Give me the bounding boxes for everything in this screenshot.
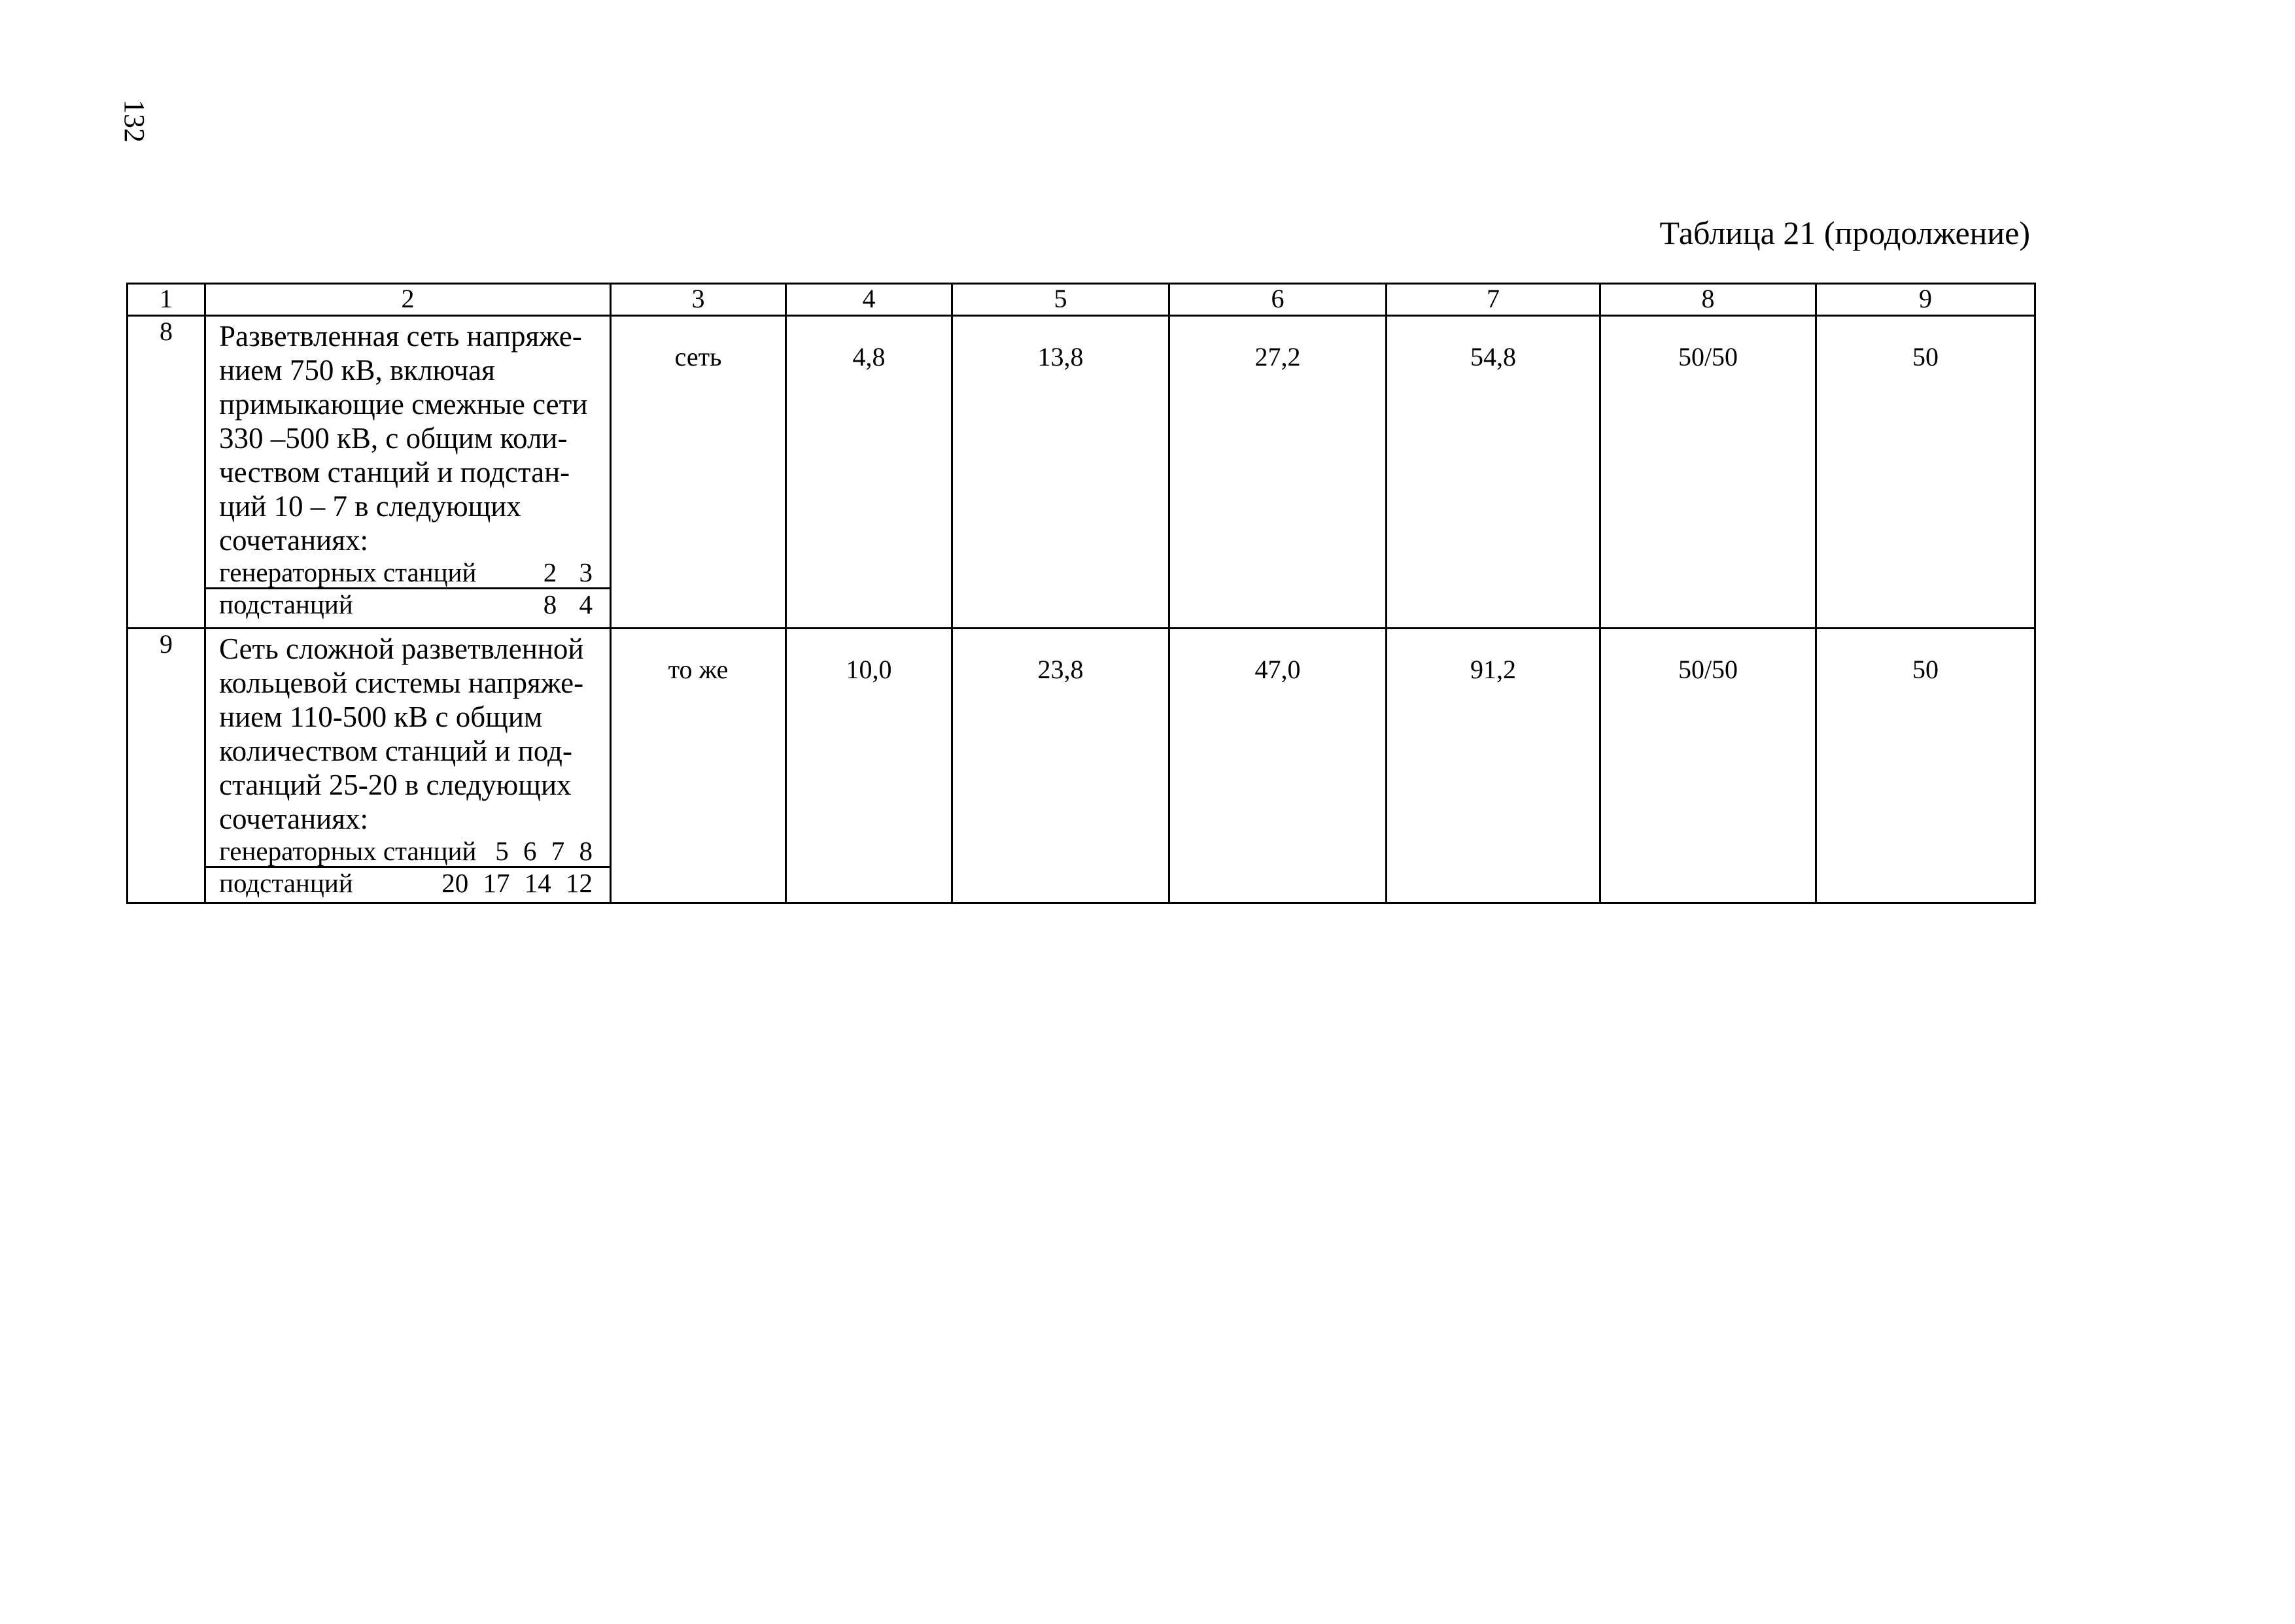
description-text <box>206 317 610 557</box>
cell-col4: 10,0 <box>786 629 952 903</box>
substations-line <box>206 589 610 619</box>
description-line: нием 110-500 кВ с общим <box>219 700 543 733</box>
substations-values <box>434 868 593 898</box>
row-number: 9 <box>128 629 205 903</box>
data-table <box>126 283 2036 904</box>
substations-label: подстанций <box>219 589 353 619</box>
table-header-row <box>128 284 2035 316</box>
generators-value: 2 <box>543 557 557 587</box>
description-line: ций 10 – 7 в следующих <box>219 490 521 523</box>
page-number: 132 <box>118 99 150 143</box>
substations-value: 4 <box>579 589 593 619</box>
cell-col4: 4,8 <box>786 316 952 629</box>
description-line: 330 –500 кВ, с общим коли- <box>219 422 568 455</box>
substations-values <box>528 589 593 619</box>
cell-object-type: то же <box>611 629 786 903</box>
generators-values <box>487 836 593 866</box>
substations-value: 8 <box>543 589 557 619</box>
generators-line <box>206 557 610 589</box>
header-cell: 2 <box>205 284 611 316</box>
cell-col8: 50/50 <box>1600 629 1816 903</box>
generators-value: 6 <box>523 836 537 866</box>
substations-value: 12 <box>566 868 593 898</box>
header-cell: 4 <box>786 284 952 316</box>
generators-value: 8 <box>579 836 593 866</box>
description-line: кольцевой системы напряже- <box>219 666 584 699</box>
header-cell: 8 <box>1600 284 1816 316</box>
cell-object-type: сеть <box>611 316 786 629</box>
generators-label: генераторных станций <box>219 557 477 587</box>
header-cell: 1 <box>128 284 205 316</box>
substations-value: 14 <box>524 868 551 898</box>
cell-col7: 54,8 <box>1387 316 1600 629</box>
cell-col5: 13,8 <box>952 316 1169 629</box>
table-row <box>128 629 2035 903</box>
table-caption: Таблица 21 (продолжение) <box>1659 215 2030 251</box>
generators-line <box>206 836 610 868</box>
description-line: станций 25-20 в следующих <box>219 769 572 801</box>
cell-col6: 47,0 <box>1169 629 1387 903</box>
cell-col7: 91,2 <box>1387 629 1600 903</box>
generators-value: 5 <box>495 836 509 866</box>
row-description <box>205 629 611 903</box>
header-cell: 7 <box>1387 284 1600 316</box>
header-cell: 9 <box>1816 284 2035 316</box>
substations-label: подстанций <box>219 868 353 898</box>
header-cell: 3 <box>611 284 786 316</box>
cell-col5: 23,8 <box>952 629 1169 903</box>
description-text <box>206 629 610 836</box>
description-line: чеством станций и подстан- <box>219 456 570 489</box>
row-description <box>205 316 611 629</box>
header-cell: 5 <box>952 284 1169 316</box>
generators-values <box>528 557 593 587</box>
generators-label: генераторных станций <box>219 836 477 866</box>
description-line: Сеть сложной разветвленной <box>219 632 584 665</box>
row-number: 8 <box>128 316 205 629</box>
substations-value: 17 <box>483 868 510 898</box>
generators-value: 7 <box>551 836 565 866</box>
table-row <box>128 316 2035 629</box>
cell-col9: 50 <box>1816 316 2035 629</box>
header-cell: 6 <box>1169 284 1387 316</box>
generators-value: 3 <box>579 557 593 587</box>
cell-col9: 50 <box>1816 629 2035 903</box>
cell-col8: 50/50 <box>1600 316 1816 629</box>
description-line: Разветвленная сеть напряже- <box>219 320 582 353</box>
description-line: примыкающие смежные сети <box>219 388 588 421</box>
description-line: сочетаниях: <box>219 524 368 557</box>
substations-line <box>206 868 610 898</box>
description-line: нием 750 кВ, включая <box>219 354 495 387</box>
cell-col6: 27,2 <box>1169 316 1387 629</box>
substations-value: 20 <box>441 868 469 898</box>
description-line: количеством станций и под- <box>219 734 572 767</box>
description-line: сочетаниях: <box>219 803 368 835</box>
